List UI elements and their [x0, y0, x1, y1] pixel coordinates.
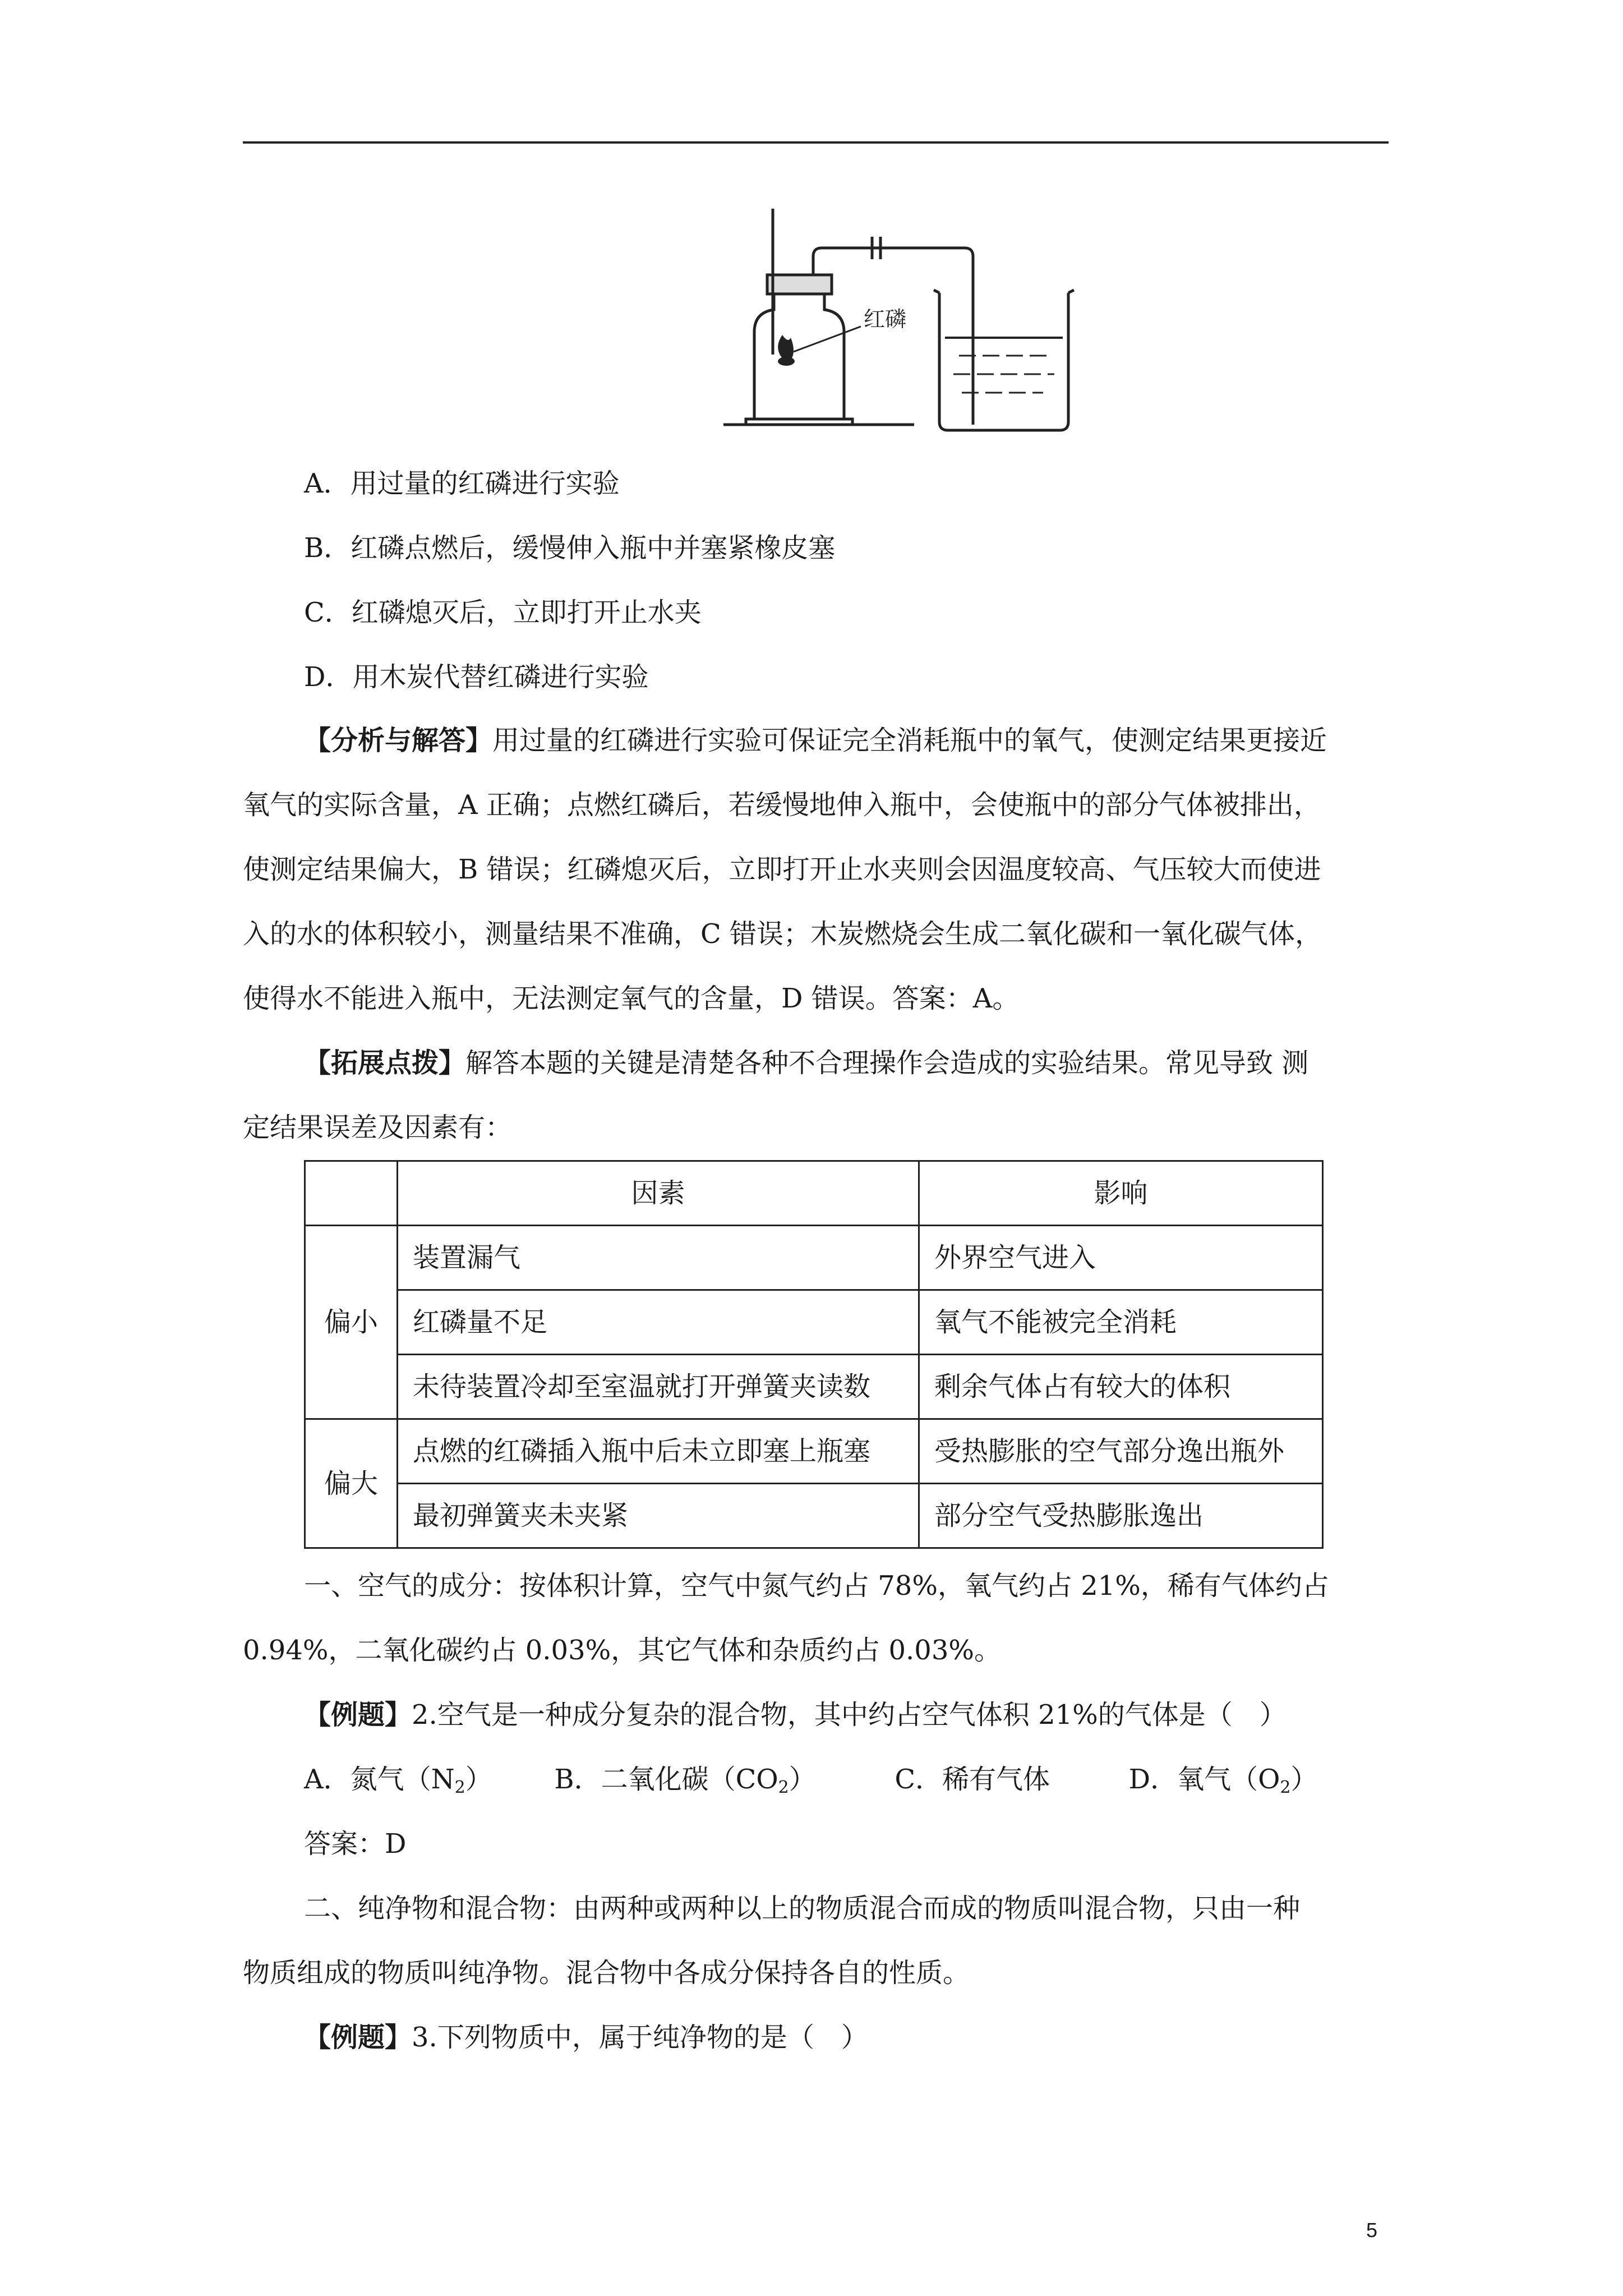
section2-line-1: 二、纯净物和混合物：由两种或两种以上的物质混合而成的物质叫混合物，只由一种 [304, 1893, 1301, 1924]
table-header-factor: 因素 [398, 1161, 919, 1226]
example2-heading: 【例题】 [304, 1699, 412, 1731]
table-cell: 最初弹簧夹未夹紧 [398, 1484, 919, 1548]
table-cell: 装置漏气 [398, 1226, 919, 1290]
table-row [305, 1355, 1323, 1419]
section1-line-1: 一、空气的成分：按体积计算，空气中氮气约占 78%，氧气约占 21%，稀有气体约占 [304, 1570, 1329, 1602]
table-row [305, 1290, 1323, 1355]
table-cell: 剩余气体占有较大的体积 [919, 1355, 1323, 1419]
error-factors-table [304, 1160, 1324, 1549]
table-cell: 未待装置冷却至室温就打开弹簧夹读数 [398, 1355, 919, 1419]
option-d: D．用木炭代替红磷进行实验 [304, 661, 649, 693]
example2-option-d: D．氧气$(O_2)$ [1128, 1764, 1318, 1797]
group-label-large: 偏大 [305, 1419, 398, 1548]
example2-answer: 答案：D [304, 1828, 407, 1860]
table-header-effect: 影响 [919, 1161, 1323, 1226]
table-cell: 受热膨胀的空气部分逸出瓶外 [919, 1419, 1323, 1484]
example2-option-b: B．二氧化碳$(CO_2)$ [554, 1764, 816, 1797]
phosphorus-label: 红磷 [864, 307, 907, 332]
extension-line-2: 定结果误差及因素有： [243, 1112, 513, 1143]
table-row [305, 1484, 1323, 1548]
extension-line-1: 【拓展点拨】解答本题的关键是清楚各种不合理操作会造成的实验结果。常见导致 测 [304, 1047, 1309, 1079]
analysis-line-1: 【分析与解答】用过量的红磷进行实验可保证完全消耗瓶中的氧气，使测定结果更接近 [304, 725, 1327, 756]
option-a: A．用过量的红磷进行实验 [304, 468, 620, 499]
example2-question: 【例题】2.空气是一种成分复杂的混合物，其中约占空气体积 21%的气体是（ ） [304, 1699, 1287, 1731]
extension-heading: 【拓展点拨】 [304, 1047, 466, 1079]
table-cell: 氧气不能被完全消耗 [919, 1290, 1323, 1355]
section2-line-2: 物质组成的物质叫纯净物。混合物中各成分保持各自的性质。 [243, 1957, 970, 1989]
analysis-line-3: 使测定结果偏大，B 错误；红磷熄灭后，立即打开止水夹则会因温度较高、气压较大而使进 [243, 854, 1321, 885]
table-header-blank [305, 1161, 398, 1226]
example2-option-a: A．氮气$(N_2)$ [304, 1764, 492, 1797]
table-cell: 红磷量不足 [398, 1290, 919, 1355]
example3-question: 【例题】3.下列物质中，属于纯净物的是（ ） [304, 2022, 868, 2053]
example3-heading: 【例题】 [304, 2022, 412, 2053]
table-cell: 点燃的红磷插入瓶中后未立即塞上瓶塞 [398, 1419, 919, 1484]
analysis-line-2: 氧气的实际含量，A 正确；点燃红磷后，若缓慢地伸入瓶中，会使瓶中的部分气体被排出， [243, 789, 1321, 821]
analysis-line-4: 入的水的体积较小，测量结果不准确，C 错误；木炭燃烧会生成二氧化碳和一氧化碳气体， [243, 918, 1322, 950]
group-label-small: 偏小 [305, 1226, 398, 1419]
page-number: 5 [1366, 2219, 1378, 2242]
header-rule [243, 141, 1389, 144]
table-row [305, 1226, 1323, 1290]
section1-line-2: 0.94%，二氧化碳约占 0.03%，其它气体和杂质约占 0.03%。 [243, 1635, 1001, 1666]
table-row [305, 1419, 1323, 1484]
analysis-line-5: 使得水不能进入瓶中，无法测定氧气的含量，D 错误。答案：A。 [243, 983, 1020, 1014]
table-cell: 部分空气受热膨胀逸出 [919, 1484, 1323, 1548]
table-header-row [305, 1161, 1323, 1226]
example2-options [304, 1763, 1318, 1796]
table-cell: 外界空气进入 [919, 1226, 1323, 1290]
example2-option-c: C．稀有气体 [895, 1764, 1050, 1795]
red-phosphorus-apparatus-figure [712, 209, 1335, 439]
option-b: B．红磷点燃后，缓慢伸入瓶中并塞紧橡皮塞 [304, 532, 836, 564]
option-c: C．红磷熄灭后，立即打开止水夹 [304, 597, 702, 628]
analysis-heading: 【分析与解答】 [304, 725, 493, 756]
